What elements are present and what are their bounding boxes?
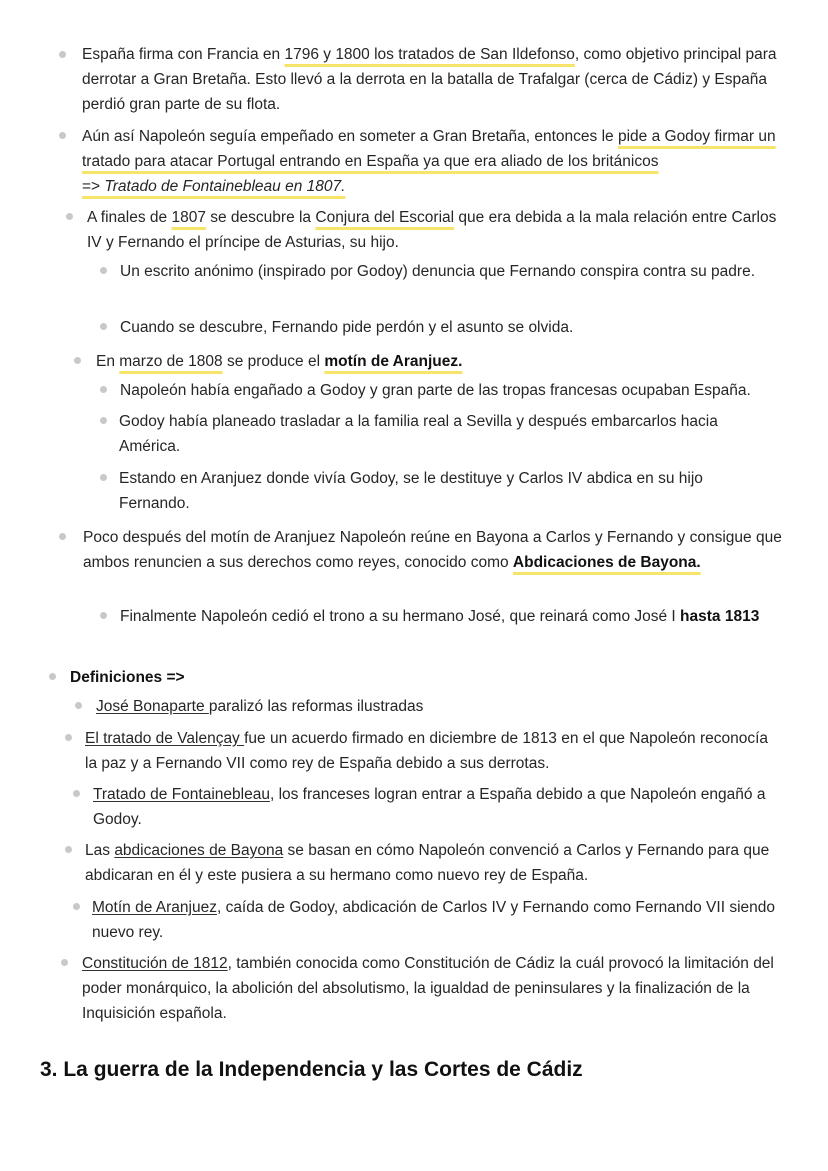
bullet-icon: [74, 357, 81, 364]
bullet-icon: [100, 417, 107, 424]
bullet-icon: [100, 474, 107, 481]
list-item: Cuando se descubre, Fernando pide perdón y el asunto se olvida.: [120, 319, 574, 336]
list-item: Finalmente Napoleón cedió el trono a su hermano José, que reinará como José I hasta 1813: [120, 608, 760, 625]
list-item: España firma con Francia en 1796 y 1800 los tratados de San Ildefonso, como objetivo principal para derrotar a Gran Bretaña. Esto llevó a la derrota en la batalla de Trafalgar (cerca de Cádiz) y España perdió gran parte de su flota.: [82, 46, 777, 113]
definition-item: Las abdicaciones de Bayona se basan en cómo Napoleón convenció a Carlos y Fernando para que abdicaran en él y este pusiera a su hermano como nuevo rey de España.: [85, 842, 770, 884]
list-item: Estando en Aranjuez donde vivía Godoy, se le destituye y Carlos IV abdica en su hijo Fernando.: [119, 470, 703, 512]
definition-item: Constitución de 1812, también conocida como Constitución de Cádiz la cuál provocó la limitación del poder monárquico, la abolición del absolutismo, la igualdad de peninsulares y la finalización de la Inquisición española.: [82, 955, 774, 1022]
bullet-icon: [59, 132, 66, 139]
bullet-icon: [73, 790, 80, 797]
section-heading: 3. La guerra de la Independencia y las Cortes de Cádiz: [40, 1058, 583, 1081]
definitions-heading: Definiciones =>: [70, 669, 185, 686]
bullet-icon: [61, 959, 68, 966]
list-item: Napoleón había engañado a Godoy y gran parte de las tropas francesas ocupaban España.: [120, 382, 751, 399]
bullet-icon: [65, 846, 72, 853]
bullet-icon: [100, 267, 107, 274]
bullet-icon: [75, 702, 82, 709]
list-item: A finales de 1807 se descubre la Conjura del Escorial que era debida a la mala relación entre Carlos IV y Fernando el príncipe de Asturias, su hijo.: [87, 209, 777, 251]
definition-item: Motín de Aranjuez, caída de Godoy, abdicación de Carlos IV y Fernando como Fernando VII siendo nuevo rey.: [92, 899, 775, 941]
list-item: Aún así Napoleón seguía empeñado en someter a Gran Bretaña, entonces le pide a Godoy firmar un tratado para atacar Portugal entrando en España ya que era aliado de los británicos => Tratado de Fontainebleau en 1807.: [82, 128, 776, 195]
list-item: En marzo de 1808 se produce el motín de Aranjuez.: [96, 353, 463, 370]
bullet-icon: [59, 533, 66, 540]
definition-item: Tratado de Fontainebleau, los franceses logran entrar a España debido a que Napoleón engañó a Godoy.: [93, 786, 766, 828]
bullet-icon: [49, 673, 56, 680]
bullet-icon: [65, 734, 72, 741]
list-item: Un escrito anónimo (inspirado por Godoy) denuncia que Fernando conspira contra su padre.: [120, 263, 756, 280]
bullet-icon: [59, 51, 66, 58]
bullet-icon: [73, 903, 80, 910]
bullet-icon: [100, 386, 107, 393]
bullet-icon: [100, 323, 107, 330]
list-item: Poco después del motín de Aranjuez Napoleón reúne en Bayona a Carlos y Fernando y consigue que ambos renuncien a sus derechos como reyes, conocido como Abdicaciones de Bayona.: [83, 529, 782, 571]
bullet-icon: [66, 213, 73, 220]
definition-item: El tratado de Valençay fue un acuerdo firmado en diciembre de 1813 en el que Napoleón reconocía la paz y a Fernando VII como rey de España debido a sus derrotas.: [85, 730, 769, 772]
definition-item: José Bonaparte paralizó las reformas ilustradas: [96, 698, 424, 715]
bullet-icon: [100, 612, 107, 619]
list-item: Godoy había planeado trasladar a la familia real a Sevilla y después embarcarlos hacia América.: [119, 413, 718, 455]
